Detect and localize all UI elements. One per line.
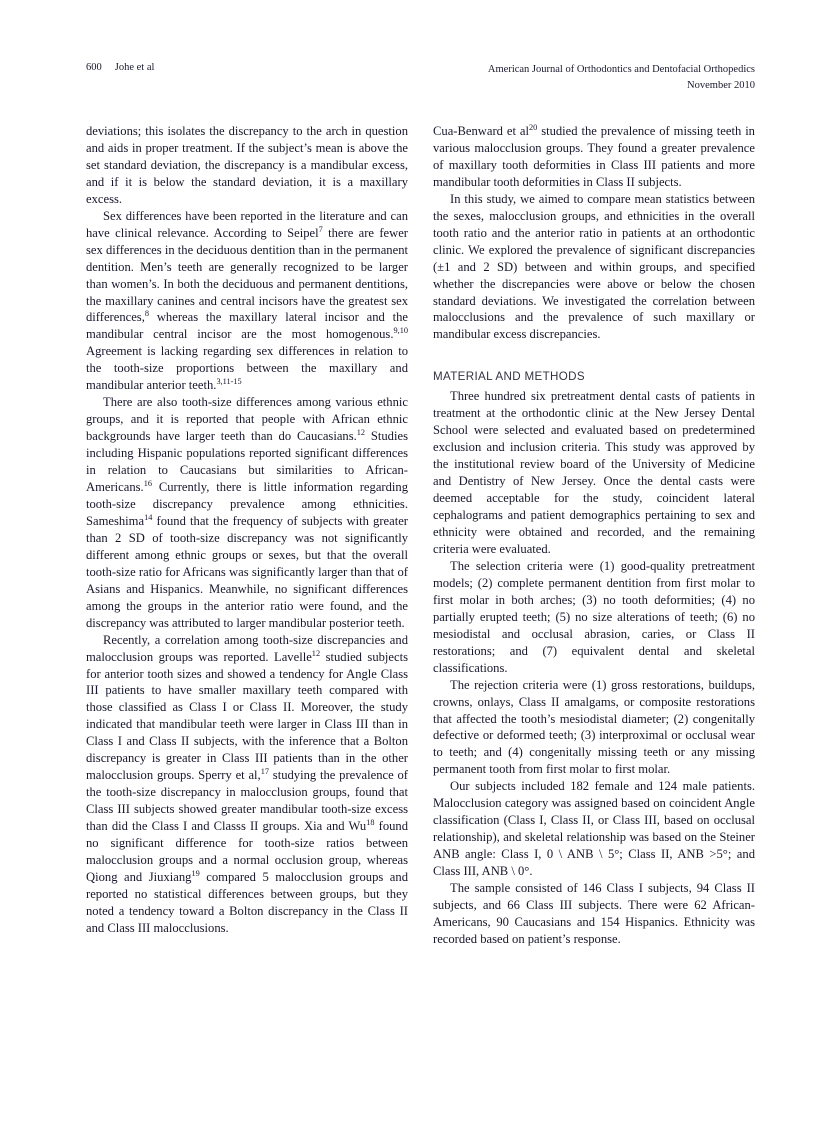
- column-right: [433, 123, 755, 948]
- body-paragraph: deviations; this isolates the discrepancy to the arch in question and aids in proper treatment. If the subject’s mean is above the set standard deviation, the discrepancy is a mandibular excess, and if it is below the standard deviation, it is a maxillary excess.: [86, 124, 408, 206]
- reference-superscript: 7: [318, 224, 323, 234]
- body-paragraph: Three hundred six pretreatment dental casts of patients in treatment at the orthodontic clinic at the New Jersey Dental School were selected and evaluated based on predetermined exclusion and inclusion criteria. This study was approved by the institutional review board of the University of Medicine and Dentistry of New Jersey. Once the dental casts were deemed acceptable for the study, coincident lateral cephalograms and patient demographics pertaining to sex and ethnicity were obtained and recorded, and the remaining criteria were evaluated.: [433, 389, 755, 556]
- running-head-right: [488, 62, 755, 93]
- reference-superscript: 20: [528, 123, 538, 132]
- body-paragraph: There are also tooth-size differences among various ethnic groups, and it is reported that people with African ethnic backgrounds have larger teeth than do Caucasians.$^{12}$ Studies including Hispanic populations reported significant differences in relation to Caucasians but similarities to African-Americans.$^{16}$ Currently, there is little information regarding tooth-size discrepancy prevalence among ethnicities. Sameshima$^{14}$ found that the frequency of subjects with greater than 2 SD of tooth-size discrepancy was not significantly different among ethnic groups or sexes, but that the overall tooth-size ratio for Africans was significantly larger than that of Asians and Hispanics. Meanwhile, no significant differences among the groups in the anterior ratio were found, and the discrepancy was attributed to larger mandibular posterior teeth.: [86, 395, 408, 630]
- issue-date: November 2010: [687, 79, 755, 91]
- body-paragraph: Our subjects included 182 female and 124 male patients. Malocclusion category was assigned based on coincident Angle classification (Class I, Class II, or Class III, based on occlusal relationship), and skeletal relationship was based on the Steiner ANB angle: Class I, 0 \ ANB \ 5°; Class II, ANB >5°; and Class III, ANB \ 0°.: [433, 779, 755, 879]
- reference-superscript: 17: [260, 767, 269, 777]
- reference-superscript: 19: [191, 868, 200, 878]
- running-head-authors: Johe et al: [114, 62, 155, 73]
- body-paragraph: Cua-Benward et al$^{20}$ studied the prevalence of missing teeth in various malocclusion groups. They found a greater prevalence of maxillary tooth deformities in Class III patients and more mandibular tooth deformities in Class II subjects.: [433, 123, 755, 189]
- section-heading-material-and-methods: MATERIAL AND METHODS: [433, 370, 585, 384]
- body-paragraph: The selection criteria were (1) good-quality pretreatment models; (2) complete permanent dentition from first molar to first molar in both arches; (3) no tooth deformities; (4) no partially erupted teeth; (5) no size alterations of teeth; (6) no mesiodistal and occlusal abrasion, caries, or Class II restorations; and (7) equivalent dental and skeletal classifications.: [433, 558, 755, 675]
- body-paragraph: The rejection criteria were (1) gross restorations, buildups, crowns, onlays, Class II amalgams, or composite restorations that affected the tooth’s mesiodistal diameter; (2) congenitally defective or deformed teeth; (3) interproximal or occlusal wear to teeth; and (4) congenitally missing teeth or any missing permanent tooth from first molar to first molar.: [433, 677, 755, 777]
- reference-superscript: 12: [311, 648, 321, 658]
- reference-superscript: 14: [144, 512, 153, 522]
- body-paragraph: The sample consisted of 146 Class I subjects, 94 Class II subjects, and 66 Class III subjects. There were 62 African-Americans, 90 Caucasians and 154 Hispanics. Ethnicity was recorded based on patient’s response.: [433, 881, 755, 946]
- journal-title: American Journal of Orthodontics and Dentofacial Orthopedics: [487, 64, 755, 75]
- column-left: [86, 123, 408, 937]
- body-paragraph: In this study, we aimed to compare mean statistics between the sexes, malocclusion groups, and ethnicities in the overall tooth ratio and the anterior ratio in patients at an orthodontic clinic. We explored the prevalence of significant discrepancies (±1 and 2 SD) between and within groups, and specified whether the discrepancies were above or below the chosen standard deviations. We investigated the correlation between malocclusions and the prevalence of such maxillary or mandibular excess discrepancies.: [433, 191, 755, 342]
- body-paragraph: Recently, a correlation among tooth-size discrepancies and malocclusion groups was reported. Lavelle$^{12}$ studied subjects for anterior tooth sizes and showed a tendency for Angle Class III patients to have smaller maxillary teeth compared with those classified as Class I or Class II. Moreover, the study indicated that mandibular teeth were larger in Class III than in Class I and Class II subjects, with the inference that a Bolton discrepancy is greater in Class III patients than in the other malocclusion groups. Sperry et al,$^{17}$ studying the prevalence of the tooth-size discrepancy in malocclusion groups, found that Class III subjects showed greater mandibular tooth-size excess than did the Class I and Classs II groups. Xia and Wu$^{18}$ found no significant difference for tooth-size ratios between malocclusion groups and a normal occlusion group, whereas Qiong and Jiuxiang$^{19}$ compared 5 malocclusion groups and reported no statistical differences between groups, but they noted a tendency toward a Bolton discrepancy in the Class II and Class III malocclusions.: [86, 632, 409, 935]
- body-paragraph: Sex differences have been reported in the literature and can have clinical relevance. According to Seipel$^7$ there are fewer sex differences in the deciduous dentition than in the permanent dentition. Men’s teeth are generally recognized to be larger than women’s. In both the deciduous and permanent dentitions, the maxillary canines and central incisors have the greatest sex differences,$^8$ whereas the maxillary lateral incisor and the mandibular central incisor are the most homogenous.$^{9,10}$ Agreement is lacking regarding sex differences in relation to the tooth-size proportions between the maxillary and mandibular anterior teeth.$^{3,11-15}$: [86, 208, 408, 393]
- body-columns: [86, 123, 755, 1048]
- reference-superscript: 12: [356, 428, 366, 438]
- reference-superscript: 9,10: [393, 326, 408, 336]
- page-number: 600: [86, 62, 102, 73]
- reference-superscript: 16: [143, 479, 152, 489]
- reference-superscript: 3,11-15: [216, 377, 242, 387]
- running-head: [86, 62, 755, 102]
- reference-superscript: 8: [144, 309, 150, 319]
- running-head-left: [86, 62, 154, 73]
- section-spacer: [433, 343, 755, 370]
- reference-superscript: 18: [366, 818, 375, 828]
